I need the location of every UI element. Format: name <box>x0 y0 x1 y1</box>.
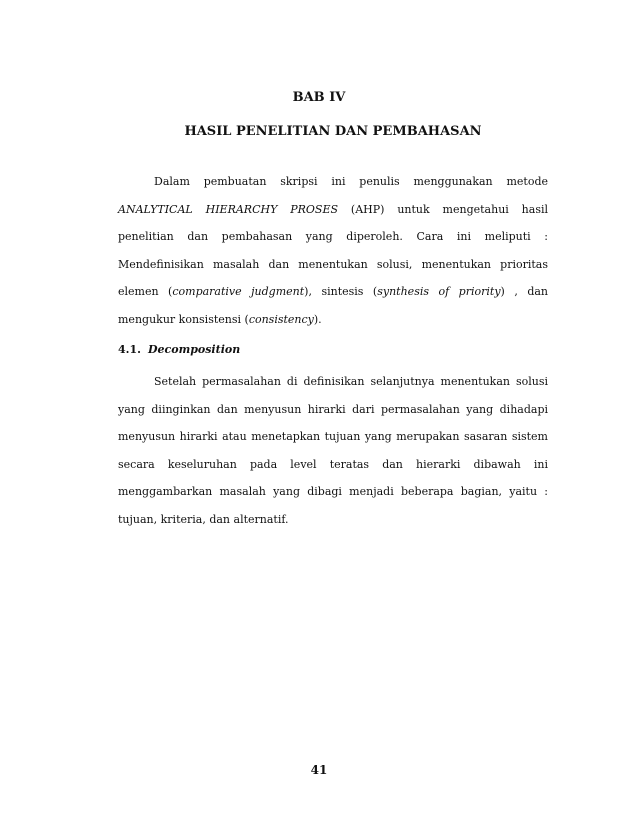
intro-emphasis-consistency: consistency <box>248 312 314 326</box>
intro-emphasis-comparative: comparative judgment <box>172 285 305 298</box>
chapter-heading: BAB IV <box>292 90 346 105</box>
intro-text-4: ) , dan mengukur konsistensi ( <box>118 285 549 326</box>
chapter-title: HASIL PENELITIAN DAN PEMBAHASAN <box>184 124 482 139</box>
intro-emphasis-ahp: ANALYTICAL HIERARCHY PROSES <box>118 202 339 216</box>
intro-paragraph <box>118 168 548 333</box>
section-number: 4.1. <box>118 343 141 356</box>
page-number: 41 <box>310 763 328 777</box>
section-heading <box>118 343 240 356</box>
decomposition-paragraph <box>118 368 548 533</box>
section-title: Decomposition <box>148 343 241 356</box>
intro-text-5: ). <box>313 312 322 326</box>
decomposition-text: Setelah permasalahan di definisikan selanjutnya menentukan solusi yang diinginkan dan menyusun hirarki dari permasalahan yang dihadapi menyusun hirarki atau menetapkan tujuan yang merupakan sasaran sistem secara keseluruhan pada level teratas dan hierarki dibawah ini menggambarkan masalah yang dibagi menjadi beberapa bagian, yaitu : tujuan, kriteria, dan alternatif. <box>118 375 548 526</box>
intro-text-3: ), sintesis ( <box>304 285 378 298</box>
intro-text-1: Dalam pembuatan skripsi ini penulis menggunakan metode <box>154 175 548 188</box>
intro-emphasis-synthesis: synthesis of priority <box>377 285 501 298</box>
intro-text-2: (AHP) untuk mengetahui hasil penelitian dan pembahasan yang diperoleh. Cara ini meliputi : Mendefinisikan masalah dan menentukan solusi, menentukan prioritas elemen ( <box>118 202 549 298</box>
